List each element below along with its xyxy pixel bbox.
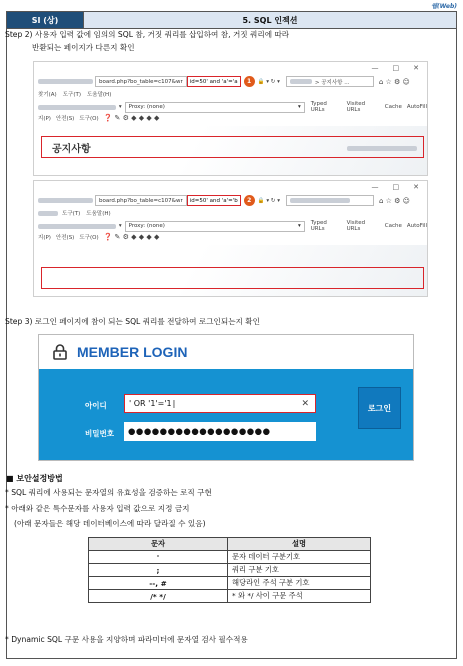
cmd-safety[interactable]: 안전(S) [55,235,75,241]
lock-icon: 🔒 ▾ ↻ ▾ [257,78,280,85]
toolbar-icons: ❓ ✎ ⚙ ◆ ◆ ◆ ◆ [103,114,160,122]
autofill[interactable]: AutoFill [406,223,428,229]
cmd-page[interactable]: 지(P) [38,116,51,122]
id-label: 아이디 [85,401,107,410]
cmd-tools[interactable]: 도구(O) [79,235,99,241]
menu-tools[interactable]: 도구(T) [62,211,81,217]
table-row: --, # 해당라인 주석 구분 기호 [89,577,371,590]
tab-notice[interactable]: > 공지사항 ... [286,76,374,87]
security-title: ■ 보안설정방법 [6,474,63,483]
autofill[interactable]: AutoFill [406,104,428,110]
header-bar [7,12,456,29]
cmd-safety[interactable]: 안전(S) [55,116,75,122]
minimize-icon: — [371,183,379,191]
proxy-select[interactable]: Proxy: (none) ▾ [125,221,305,232]
minimize-icon: — [371,64,379,72]
login-title: MEMBER LOGIN [77,344,188,360]
browser-screenshot-true: — □ ✕ board.php?bo_table=c107&wr id=50' and 'a'='a 1 🔒 ▾ ↻ ▾ > 공지사항 ... ⌂ ☆ ⚙ ☺ 찾기(A) 도구(T) 도움말(H) ▾ Proxy: (none) ▾ Typed URLs Visited URLs Cache AutoFill 지(P) 안전(S) 도구(O) ❓ ✎ ⚙ ◆ ◆ ◆ ◆ 공지사항 [33,61,428,176]
cmd-tools[interactable]: 도구(O) [79,116,99,122]
corner-label: 웹(Web) [431,3,457,10]
query-highlight-true: id=50' and 'a'='a [187,76,241,87]
col-header-desc: 설명 [228,538,371,551]
cmd-page[interactable]: 지(P) [38,235,51,241]
title-cell: 5. SQL 인젝션 [83,12,456,28]
cache[interactable]: Cache [384,104,402,110]
step2-line1: Step 2) 사용자 입력 값에 임의의 SQL 참, 거짓 쿼리를 삽입하여 참, 거짓 쿼리에 따라 [5,30,290,39]
query-highlight-false: id=50' and 'a'='b [187,195,241,206]
menu-tools[interactable]: 도구(T) [62,92,81,98]
address-bar[interactable]: board.php?bo_table=c107&wr [95,195,187,206]
table-row: ' 문자 데이터 구분기호 [89,551,371,564]
page-body [34,245,427,297]
bullet-2-sub: (아래 문자들은 해당 데이터베이스에 따라 달라질 수 있음) [14,519,206,528]
bullet-1: * SQL 쿼리에 사용되는 문자열의 유효성을 검증하는 로직 구현 [5,488,212,497]
empty-result-box [41,267,424,289]
col-header-char: 문자 [89,538,228,551]
pw-label: 비밀번호 [85,429,114,438]
blurred-host [38,79,93,84]
visited-urls[interactable]: Visited URLs [346,101,366,113]
bullet-2: * 아래와 같은 특수문자를 사용자 입력 값으로 지정 금지 [5,504,190,513]
proxy-select[interactable]: Proxy: (none) ▾ [125,102,305,113]
login-button[interactable]: 로그인 [358,387,401,429]
maximize-icon: □ [392,64,400,72]
close-icon: ✕ [413,183,419,191]
home-star-gear-icons: ⌂ ☆ ⚙ ☺ [378,196,410,205]
bullet-3: * Dynamic SQL 구문 사용을 지양하며 파라미터에 문자열 검사 필수적용 [5,635,248,644]
clear-icon[interactable]: ✕ [301,398,309,409]
notice-heading: 공지사항 [52,144,91,155]
step2-line2: 반환되는 페이지가 다른지 확인 [32,43,135,52]
cache[interactable]: Cache [384,223,402,229]
typed-urls[interactable]: Typed URLs [310,101,327,113]
login-form [39,369,413,460]
category-cell: SI (상) [7,12,83,28]
menu-help[interactable]: 도움말(H) [86,92,112,98]
menu-favorites[interactable]: 찾기(A) [38,92,57,98]
page-body [34,126,427,176]
pw-input[interactable]: ●●●●●●●●●●●●●●●●●● [124,422,316,441]
login-panel [38,334,414,461]
home-star-gear-icons: ⌂ ☆ ⚙ ☺ [378,77,410,86]
step3-text: Step 3) 로그인 페이지에 참이 되는 SQL 쿼리를 전달하여 로그인되는지 확인 [5,317,260,326]
tab-blank[interactable] [286,195,374,206]
address-bar[interactable]: board.php?bo_table=c107&wr [95,76,187,87]
lock-icon [53,344,67,360]
lock-icon: 🔒 ▾ ↻ ▾ [257,197,280,204]
typed-urls[interactable]: Typed URLs [310,220,327,232]
special-char-table [88,537,371,603]
browser-screenshot-false: — □ ✕ board.php?bo_table=c107&wr id=50' and 'a'='b 2 🔒 ▾ ↻ ▾ ⌂ ☆ ⚙ ☺ 도구(T) 도움말(H) ▾ Proxy: (none) ▾ Typed URLs Visited URLs Cache AutoFill 지(P) 안전(S) 도구(O) ❓ ✎ ⚙ ◆ ◆ ◆ ◆ [33,180,428,297]
menu-help[interactable]: 도움말(H) [86,211,111,217]
badge-1: 1 [244,76,255,87]
close-icon: ✕ [413,64,419,72]
id-input[interactable]: ' OR '1'='1 | ✕ [124,394,316,413]
toolbar-icons: ❓ ✎ ⚙ ◆ ◆ ◆ ◆ [103,233,160,241]
maximize-icon: □ [392,183,400,191]
visited-urls[interactable]: Visited URLs [346,220,366,232]
step2-text [5,28,289,54]
table-row: /* */ * 와 */ 사이 구문 주석 [89,590,371,603]
badge-2: 2 [244,195,255,206]
table-row: ; 쿼리 구분 기호 [89,564,371,577]
